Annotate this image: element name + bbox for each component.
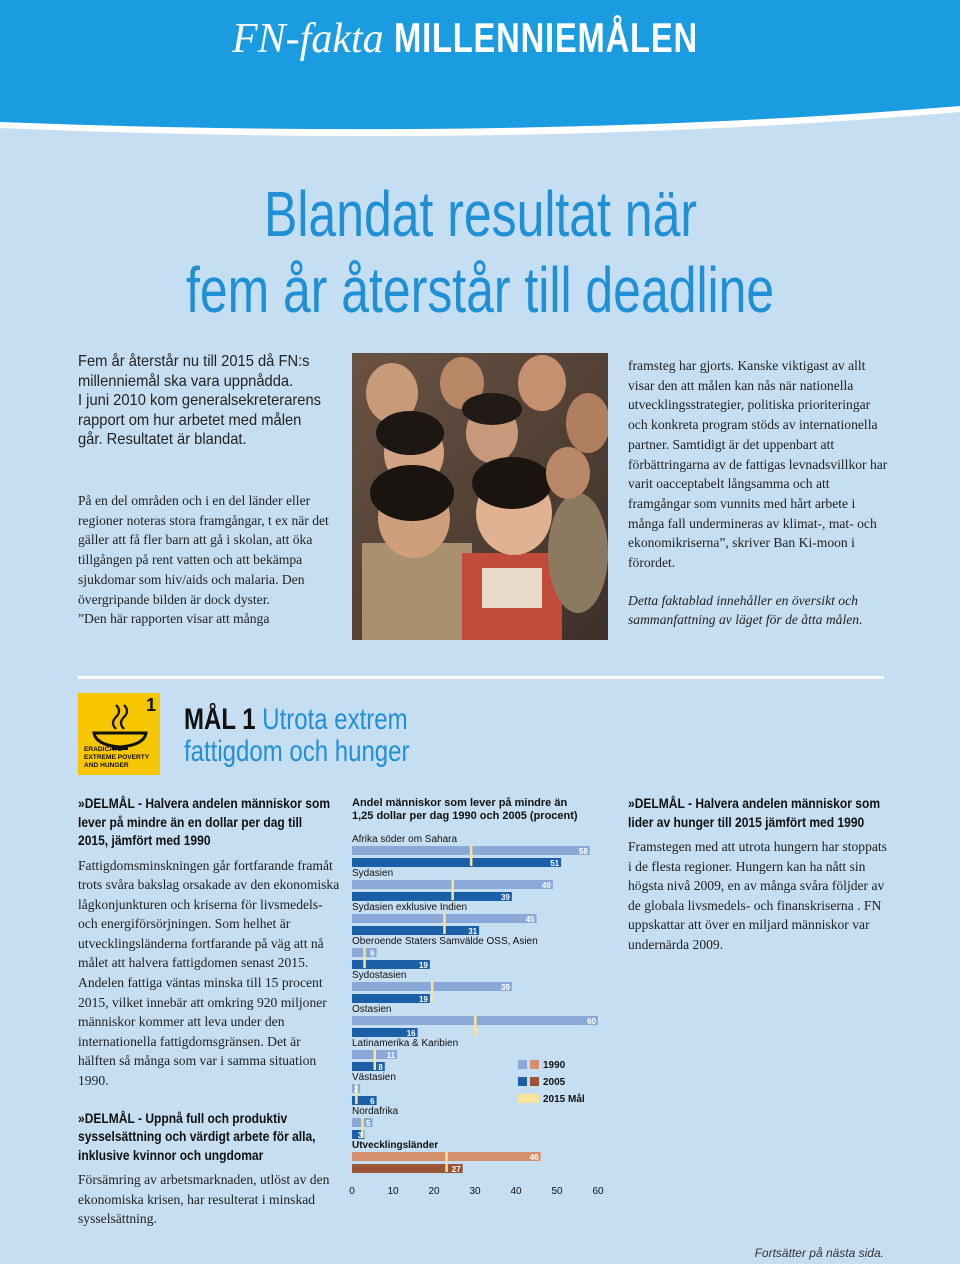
chart-tick-label: 30 <box>469 1186 481 1197</box>
chart-goal-marker <box>474 1015 477 1036</box>
delmal2-heading: »DELMÅL - Uppnå full och produktiv sysselsättning och värdigt arbete för alla, inklusive kvinnor och ungdomar <box>78 1109 316 1163</box>
goal1-title <box>184 704 466 768</box>
chart-value-1990: 49 <box>541 881 551 890</box>
chart-value-2005: 8 <box>378 1063 383 1072</box>
chart-category-label: Utvecklingsländer <box>352 1140 439 1151</box>
header-banner <box>0 0 960 160</box>
chart-value-2005: 19 <box>418 995 428 1004</box>
chart-tick-label: 50 <box>551 1186 563 1197</box>
goal1-icon-caption-line: EXTREME POVERTY <box>84 754 150 762</box>
goal1-icon-number: 1 <box>145 695 156 715</box>
chart-value-2005: 6 <box>370 1097 375 1106</box>
chart-value-1990: 5 <box>366 1119 371 1128</box>
chart-value-1990: 11 <box>386 1051 396 1060</box>
goal1-title-line2: fattigdom och hunger <box>184 735 410 768</box>
intro <box>78 352 340 450</box>
intro-line: går. Resultatet är blandat. <box>78 431 247 448</box>
chart-tick-label: 10 <box>387 1186 399 1197</box>
chart-value-2005: 39 <box>500 893 510 902</box>
delmal3-heading: »DELMÅL - Halvera andelen människor som lider av hunger till 2015 jämfört med 1990 <box>628 795 881 830</box>
goal1-right-column <box>628 794 890 955</box>
legend-swatch <box>530 1060 539 1069</box>
chart-value-2005: 31 <box>468 927 478 936</box>
chart-category-label: Oberoende Staters Samvälde OSS, Asien <box>352 936 538 947</box>
chart-category-label: Ostasien <box>352 1004 392 1015</box>
chart-goal-marker <box>374 1049 377 1070</box>
body-right <box>628 356 890 630</box>
goal1-icon-caption-line: ERADICATE <box>84 746 122 753</box>
chart-value-1990: 46 <box>529 1153 539 1162</box>
goal1-title-line1: Utrota extrem <box>262 703 408 736</box>
delmal3-text: Framstegen med att utrota hungern har stoppats i de flesta regioner. Hungern kan ha nått sin högsta nivå 2009, en av många svåra följder av de globala livsmedels- och finanskriserna . FN uppskattar att över en miljard människor var undernärda 2009. <box>628 839 887 952</box>
chart-goal-marker <box>363 947 366 968</box>
body-left: På en del områden och i en del länder eller regioner noteras stora framgångar, t ex när det gäller att få fler barn att gå i skolan, att öka tillgången på rent vatten och att bekämpa sjukdomar som hiv/aids och malaria. Den övergripande bilden är dock dyster. ”Den här rapporten visar att många <box>78 493 329 627</box>
chart-value-2005: 16 <box>406 1029 416 1038</box>
chart-tick-label: 60 <box>592 1186 604 1197</box>
goal1-icon-caption <box>84 746 149 771</box>
series-title <box>232 14 784 63</box>
goal1-icon-caption-line: AND HUNGER <box>84 762 129 770</box>
intro-line: I juni 2010 kom generalsekreterarens <box>78 392 322 409</box>
chart-category-label: Afrika söder om Sahara <box>352 834 458 845</box>
chart-tick-label: 0 <box>349 1186 355 1197</box>
chart-title-line1: Andel människor som lever på mindre än <box>352 797 568 809</box>
chart-goal-marker <box>451 879 454 900</box>
chart-value-1990: 60 <box>587 1017 596 1026</box>
divider <box>78 676 884 679</box>
intro-line: Fem år återstår nu till 2015 då FN:s <box>78 353 310 370</box>
intro-line: millenniemål ska vara uppnådda. <box>78 372 294 390</box>
legend-label: 2015 Mål <box>543 1094 585 1105</box>
legend-swatch <box>530 1077 539 1086</box>
delmal2-text: Försämring av arbetsmarknaden, utlöst av den ekonomiska krisen, har resulterat i minskad sysselsättning. <box>78 1172 330 1227</box>
continued-note: Fortsätter på nästa sida. <box>754 1246 884 1260</box>
chart-goal-marker <box>445 1151 448 1172</box>
chart-goal-marker <box>431 981 434 1002</box>
chart-value-1990: 45 <box>525 915 535 924</box>
chart-tick-label: 40 <box>510 1186 522 1197</box>
delmal1-heading: »DELMÅL - Halvera andelen människor som lever på mindre än en dollar per dag till 2015, jämfört med 1990 <box>78 795 331 848</box>
chart-title-line2: 1,25 dollar per dag 1990 och 2005 (procent) <box>352 810 578 822</box>
chart-value-2005: 19 <box>418 961 428 970</box>
legend-swatch <box>518 1077 527 1086</box>
chart-value-1990: 2 <box>353 1085 359 1094</box>
series-name: FN-fakta <box>232 16 384 62</box>
goal1-label: MÅL 1 <box>184 703 256 736</box>
legend-label: 1990 <box>543 1060 566 1071</box>
body-right-text: framsteg har gjorts. Kanske viktigast av allt visar den att målen kan nås när nationella utvecklingsstrategier, politiska prioriteringar och konkreta program stöds av internationella partner. Samtidigt är det uppenbart att förbättringarna av de fattigas levnadsvillkor har varit oacceptabelt långsamma och att framgångar som vunnits med hårt arbete i många fall undermineras av klimat-, mat- och ekonomikriserna”, skriver Ban Ki-moon i förordet. <box>628 358 888 571</box>
chart-value-2005: 51 <box>550 859 560 868</box>
legend-swatch <box>518 1094 539 1103</box>
legend-swatch <box>518 1060 527 1069</box>
chart-value-2005: 27 <box>451 1165 461 1174</box>
crowd-photo <box>352 353 608 640</box>
goal1-left-column <box>78 794 340 1229</box>
chart-value-2005: 3 <box>357 1131 363 1140</box>
chart-value-1990: 6 <box>370 949 375 958</box>
chart-goal-marker <box>443 913 446 934</box>
chart-category-label: Sydasien <box>352 868 394 879</box>
chart-bar-2005 <box>352 858 561 867</box>
delmal1-text: Fattigdomsminskningen går fortfarande framåt trots svåra bakslag orsakade av den ekonomiska lågkonjunkturen och kriserna för livsmedels- och energiförsörjningen. Som helhet är utvecklingsländerna fortfarande på väg att nå målet att halvera fattigdomen senast 2015. Andelen fattiga väntas minska till 15 procent 2015, vilket innebär att omkring 920 miljoner människor kommer att leva under den internationella fattigdomsgränsen. Det är hälften så många som var i samma situation 1990. <box>78 857 340 1089</box>
chart-category-label: Sydostasien <box>352 970 407 981</box>
chart-category-label: Västasien <box>352 1072 396 1083</box>
chart-category-label: Nordafrika <box>352 1106 399 1117</box>
headline-line2: fem år återstår till deadline <box>185 254 775 326</box>
headline-line1: Blandat resultat när <box>263 178 697 250</box>
legend-label: 2005 <box>543 1077 566 1088</box>
chart-bar-2005 <box>352 892 512 901</box>
chart-category-label: Sydasien exklusive Indien <box>352 902 468 913</box>
series-heading: MILLENNIEMÅLEN <box>394 14 699 61</box>
goal1-icon <box>78 693 160 775</box>
chart-value-1990: 58 <box>578 847 588 856</box>
body-note: Detta faktablad innehåller en översikt och sammanfattning av läget för de åtta målen. <box>628 592 863 628</box>
chart-category-label: Latinamerika & Karibien <box>352 1038 459 1049</box>
chart-tick-label: 20 <box>428 1186 440 1197</box>
chart-value-1990: 39 <box>500 983 510 992</box>
poverty-chart-svg <box>345 792 615 1212</box>
chart-goal-marker <box>470 845 473 866</box>
poverty-chart <box>345 792 615 1217</box>
chart-bar-2005 <box>352 926 479 935</box>
intro-line: rapport om hur arbetet med målen <box>78 411 302 429</box>
